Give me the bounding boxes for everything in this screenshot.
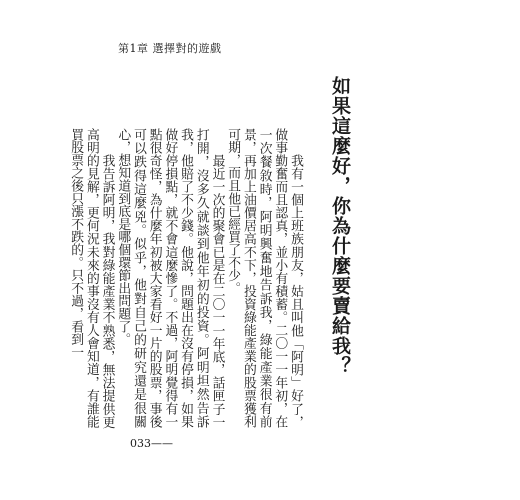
page-number: 033——	[130, 437, 173, 450]
body-text	[68, 128, 303, 428]
chapter-header: 第1章 選擇對的遊戲	[118, 42, 222, 55]
paragraph: 我告訴阿明，我對綠能產業不熟悉，無法提供更高明的見解，更何況未來的事沒有人會知道，有誰能買股票之後只漲不跌的。只不過，看到一	[68, 128, 115, 428]
paragraph: 最近一次的聚會已是在二〇一一年底，話匣子一打開，沒多久就談到他年初的投資。阿明坦然告訴我，他賠了不少錢。他說，問題出在沒有停損，如果做好停損點，就不會這麼慘了。不過，阿明覺得有一點很奇怪，為什麼年初被大家看好一片的股票，事後可以跌得這麼兇。似乎，他對自己的研究還是很關心，想知道到底是哪個環節出問題了。	[115, 128, 225, 428]
section-heading: 如果這麼好，你為什麼要賣給我？	[329, 76, 351, 376]
paragraph: 我有一個上班族朋友，姑且叫他「阿明」好了，做事勤奮而且認真，並小有積蓄。二〇一一年初，在一次餐敘時，阿明興奮地告訴我，綠能產業很有前景，再加上油價居高不下，投資綠能產業的股票獲利可期，而且他已經買了不少。	[225, 128, 303, 428]
